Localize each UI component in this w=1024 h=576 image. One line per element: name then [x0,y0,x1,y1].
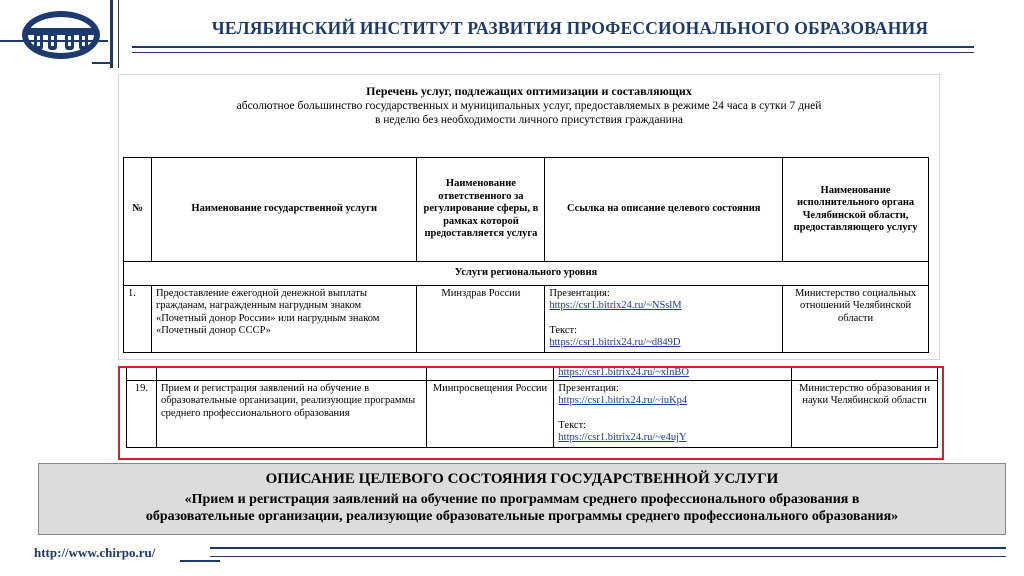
section-label: Услуги регионального уровня [124,262,929,286]
banner-line2: «Прием и регистрация заявлений на обучение по программам среднего профессионального образования в [184,492,860,507]
section-row [124,262,929,286]
col-header-service: Наименование государственной услуги [151,158,417,262]
page-title: ЧЕЛЯБИНСКИЙ ИНСТИТУТ РАЗВИТИЯ ПРОФЕССИОНАЛЬНОГО ОБРАЗОВАНИЯ [211,18,929,38]
footer-line-short [180,560,220,562]
presentation-link[interactable]: https://csr1.bitrix24.ru/~NSslM [549,300,682,311]
col-header-responsible: Наименование ответственного за регулирование сферы, в рамках которой предоставляется услуга [417,158,545,262]
services-table [123,157,929,353]
row-links [554,380,792,447]
presentation-label: Презентация: [549,287,610,299]
target-state-banner [38,463,1006,535]
document-heading [119,84,939,127]
banner-service-name [39,491,1005,525]
table-row [124,285,929,352]
highlighted-table [126,366,938,448]
row-service: Прием и регистрация заявлений на обучение в образовательные организации, реализующие программы среднего профессионального образования [156,380,426,447]
table-row-19 [127,380,938,447]
document-heading-line3: в неделю без необходимости личного присутствия гражданина [374,114,684,126]
footer-line [210,547,1006,549]
document-excerpt [118,74,940,360]
footer-url-link[interactable]: http://www.chirpo.ru/ [34,545,156,560]
document-heading-line2: абсолютное большинство государственных и муниципальных услуг, предоставляемых в режиме 24 часа в сутки 7 дней [236,100,822,112]
highlighted-row-frame [118,366,944,460]
col-header-num: № [124,158,152,262]
row-num: 19. [127,380,157,447]
header-vertical-line-thin [118,0,119,68]
row-executive: Министерство социальных отношений Челябинской области [783,285,929,352]
text-label: Текст: [549,324,578,336]
header-underline-left [92,62,112,64]
row-responsible: Минздрав России [417,285,545,352]
text-label: Текст: [558,419,587,431]
prev-row-link-cell [554,367,792,381]
chirpo-logo-icon [20,8,102,62]
document-heading-bold: Перечень услуг, подлежащих оптимизации и составляющих [366,84,692,98]
row-service: Предоставление ежегодной денежной выплаты гражданам, награжденным нагрудным знаком «Почетный донор России» или нагрудным знаком «Почетный донор СССР» [151,285,417,352]
text-link[interactable]: https://csr1.bitrix24.ru/~d849D [549,337,681,348]
header-vertical-line [110,0,113,68]
banner-line3: образовательные организации, реализующие образовательные программы среднего профессионального образования» [145,509,899,524]
header-underline-right-2 [132,52,974,53]
row-executive: Министерство образования и науки Челябинской области [792,380,938,447]
text-link[interactable]: https://csr1.bitrix24.ru/~e4ujY [558,432,687,443]
prev-row-link[interactable]: https://csr1.bitrix24.ru/~xlnBO [558,367,689,378]
banner-title: ОПИСАНИЕ ЦЕЛЕВОГО СОСТОЯНИЯ ГОСУДАРСТВЕННОЙ УСЛУГИ [265,471,779,487]
table-row-partial [127,367,938,381]
col-header-link: Ссылка на описание целевого состояния [545,158,783,262]
presentation-label: Презентация: [558,382,619,394]
footer-line-2 [210,556,1006,557]
row-num: 1. [124,285,152,352]
header-underline-right [132,46,974,48]
presentation-link[interactable]: https://csr1.bitrix24.ru/~iuKp4 [558,395,688,406]
col-header-executive: Наименование исполнительного органа Челябинской области, предоставляющего услугу [783,158,929,262]
row-responsible: Минпросвещения России [426,380,554,447]
header-underline [0,40,108,42]
row-links [545,285,783,352]
table-header-row [124,158,929,262]
